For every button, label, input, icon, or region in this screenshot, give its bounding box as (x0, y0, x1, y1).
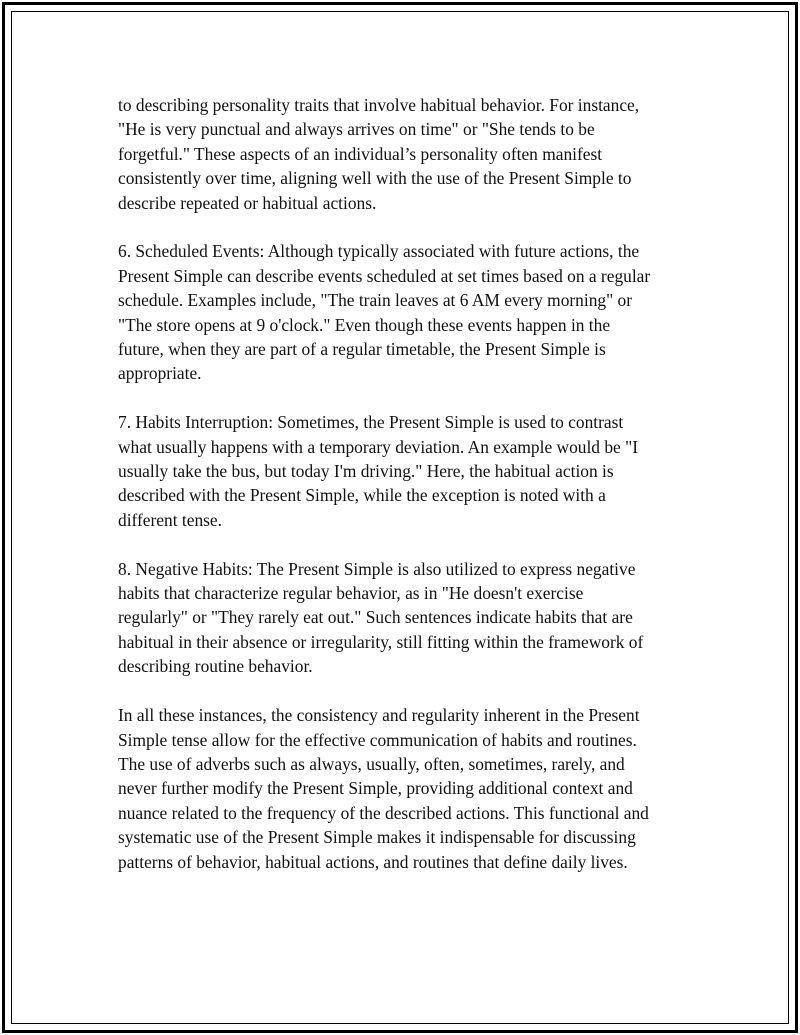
text-line: Simple tense allow for the effective communication of habits and routines. (118, 729, 637, 750)
text-line: to describing personality traits that involve habitual behavior. For instance, (118, 95, 640, 115)
text-line: habits that characterize regular behavior, as in "He doesn't exercise (118, 583, 584, 604)
paragraph-personality-traits (118, 93, 698, 215)
document-body (118, 93, 698, 898)
paragraph-scheduled-events (118, 239, 698, 385)
text-line: consistently over time, aligning well with the use of the Present Simple to (118, 168, 632, 189)
text-line: different tense. (118, 509, 222, 530)
paragraph-habits-interruption (118, 410, 698, 532)
text-line: patterns of behavior, habitual actions, and routines that define daily lives. (118, 851, 628, 872)
text-line: "The store opens at 9 o'clock." Even though these events happen in the (118, 314, 611, 335)
text-line: appropriate. (118, 363, 202, 384)
text-line: "He is very punctual and always arrives on time" or "She tends to be (118, 119, 595, 140)
text-line: nuance related to the frequency of the described actions. This functional and (118, 802, 649, 823)
paragraph-conclusion (118, 703, 698, 874)
text-line: describe repeated or habitual actions. (118, 192, 377, 213)
text-line: 6. Scheduled Events: Although typically associated with future actions, the (118, 241, 640, 262)
text-line: usually take the bus, but today I'm driving." Here, the habitual action is (118, 461, 614, 482)
text-line: systematic use of the Present Simple makes it indispensable for discussing (118, 827, 636, 848)
text-line: described with the Present Simple, while the exception is noted with a (118, 485, 606, 506)
text-line: habitual in their absence or irregularity, still fitting within the framework of (118, 631, 644, 652)
text-line: 7. Habits Interruption: Sometimes, the Present Simple is used to contrast (118, 412, 624, 433)
text-line: regularly" or "They rarely eat out." Such sentences indicate habits that are (118, 607, 633, 628)
text-line: describing routine behavior. (118, 656, 313, 677)
text-line: schedule. Examples include, "The train leaves at 6 AM every morning" or (118, 290, 633, 311)
paragraph-negative-habits (118, 557, 698, 679)
text-line: forgetful." These aspects of an individual’s personality often manifest (118, 143, 603, 164)
text-line: never further modify the Present Simple, providing additional context and (118, 778, 633, 799)
text-line: In all these instances, the consistency and regularity inherent in the Present (118, 705, 640, 726)
text-line: Present Simple can describe events scheduled at set times based on a regular (118, 265, 651, 286)
text-line: what usually happens with a temporary deviation. An example would be "I (118, 436, 638, 457)
text-line: 8. Negative Habits: The Present Simple is also utilized to express negative (118, 558, 636, 579)
text-line: The use of adverbs such as always, usually, often, sometimes, rarely, and (118, 753, 625, 774)
text-line: future, when they are part of a regular timetable, the Present Simple is (118, 339, 606, 360)
